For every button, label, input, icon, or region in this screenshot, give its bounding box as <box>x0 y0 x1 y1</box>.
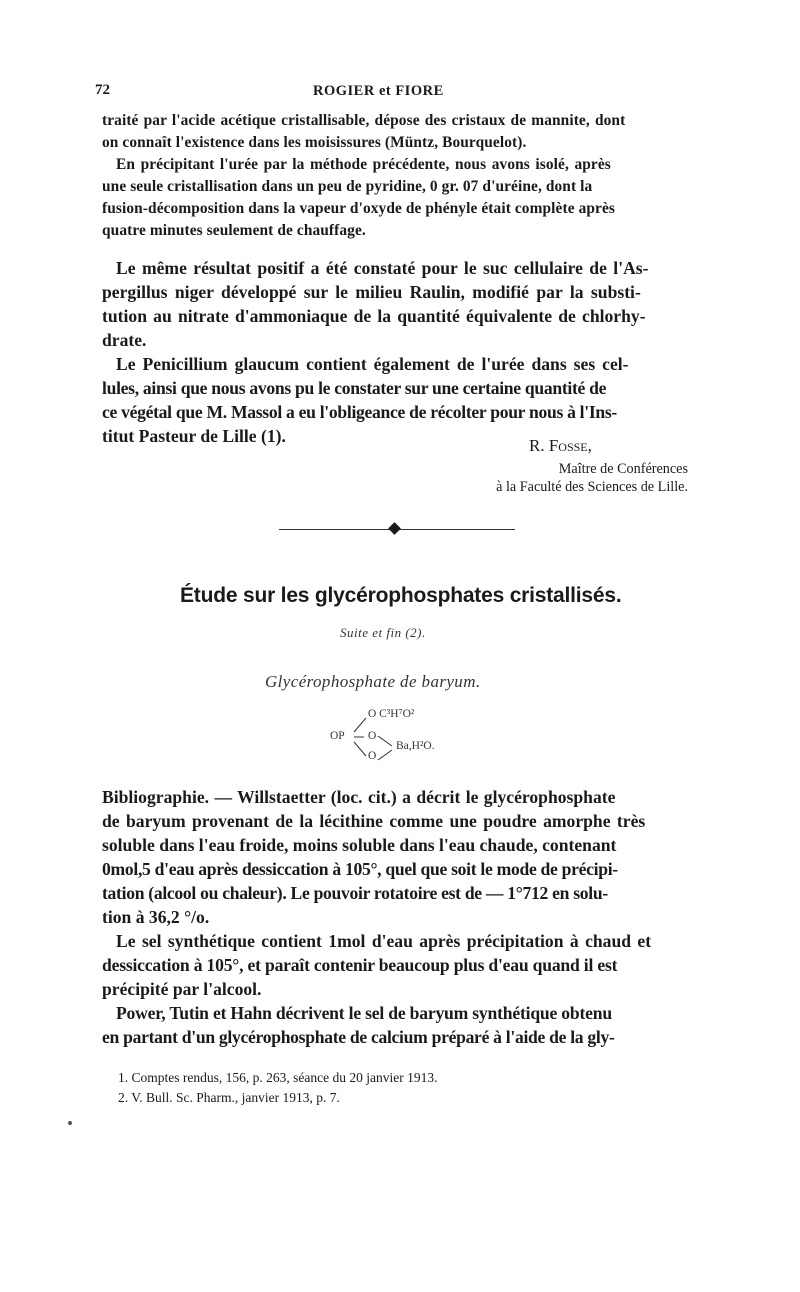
print-speck <box>68 1121 72 1125</box>
formula-bonds <box>330 708 480 768</box>
text-line: quatre minutes seulement de chauffage. <box>102 222 366 239</box>
formula-top: O C³H⁷O² <box>368 708 415 720</box>
text-line: drate. <box>102 330 147 350</box>
text-line: Power, Tutin et Hahn décrivent le sel de baryum synthétique obtenu <box>116 1003 612 1023</box>
author-affiliation: à la Faculté des Sciences de Lille. <box>496 479 688 495</box>
author-title: Maître de Conférences <box>558 461 688 477</box>
text-line: soluble dans l'eau froide, moins soluble dans l'eau chaude, contenant <box>102 835 617 855</box>
formula-bottom: O <box>368 750 377 762</box>
page-number: 72 <box>95 82 110 98</box>
text-line: traité par l'acide acétique cristallisable, dépose des cristaux de mannite, dont <box>102 112 626 129</box>
divider-ornament-icon <box>388 522 401 535</box>
chemical-formula <box>330 708 480 768</box>
article-title: Étude sur les glycérophosphates cristallisés. <box>180 584 622 607</box>
text-line: 0mol,5 d'eau après dessiccation à 105°, quel que soit le mode de précipi- <box>102 859 618 879</box>
footnote-2: 2. V. Bull. Sc. Pharm., janvier 1913, p. 7. <box>118 1090 340 1105</box>
formula-left: OP <box>330 730 345 742</box>
text-line: Le même résultat positif a été constaté pour le suc cellulaire de l'As- <box>116 258 649 278</box>
text-line: titut Pasteur de Lille (1). <box>102 426 286 446</box>
text-line: on connaît l'existence dans les moisissures (Müntz, Bourquelot). <box>102 134 527 151</box>
text-line: précipité par l'alcool. <box>102 979 262 999</box>
text-line: tution au nitrate d'ammoniaque de la quantité équivalente de chlorhy- <box>102 306 646 326</box>
text-line: pergillus niger développé sur le milieu Raulin, modifié par la substi- <box>102 282 641 302</box>
text-line: ce végétal que M. Massol a eu l'obligeance de récolter pour nous à l'Ins- <box>102 402 617 422</box>
text-line: de baryum provenant de la lécithine comme une poudre amorphe très <box>102 811 646 831</box>
running-title: ROGIER et FIORE <box>313 83 444 99</box>
section-title: Glycérophosphate de baryum. <box>265 672 481 691</box>
footnote-1: 1. Comptes rendus, 156, p. 263, séance du 20 janvier 1913. <box>118 1070 438 1085</box>
text-line: en partant d'un glycérophosphate de calcium préparé à l'aide de la gly- <box>102 1027 615 1047</box>
formula-mid: O <box>368 730 377 742</box>
text-line: lules, ainsi que nous avons pu le constater sur une certaine quantité de <box>102 378 607 398</box>
text-line: Le sel synthétique contient 1mol d'eau après précipitation à chaud et <box>116 931 652 951</box>
formula-right: Ba,H²O. <box>396 740 435 752</box>
text-line: En précipitant l'urée par la méthode précédente, nous avons isolé, après <box>116 156 611 173</box>
author-signature: R. Fosse, <box>529 436 592 455</box>
text-line: une seule cristallisation dans un peu de pyridine, 0 gr. 07 d'uréine, dont la <box>102 178 593 195</box>
text-line: fusion-décomposition dans la vapeur d'oxyde de phényle était complète après <box>102 200 615 217</box>
text-line: Bibliographie. — Willstaetter (loc. cit.) a décrit le glycérophosphate <box>102 787 616 807</box>
text-line: dessiccation à 105°, et paraît contenir beaucoup plus d'eau quand il est <box>102 955 618 975</box>
article-subtitle: Suite et fin (2). <box>340 625 426 640</box>
text-line: tion à 36,2 °/o. <box>102 907 210 927</box>
text-line: Le Penicillium glaucum contient également de l'urée dans ses cel- <box>116 354 629 374</box>
text-line: tation (alcool ou chaleur). Le pouvoir rotatoire est de — 1°712 en solu- <box>102 883 608 903</box>
